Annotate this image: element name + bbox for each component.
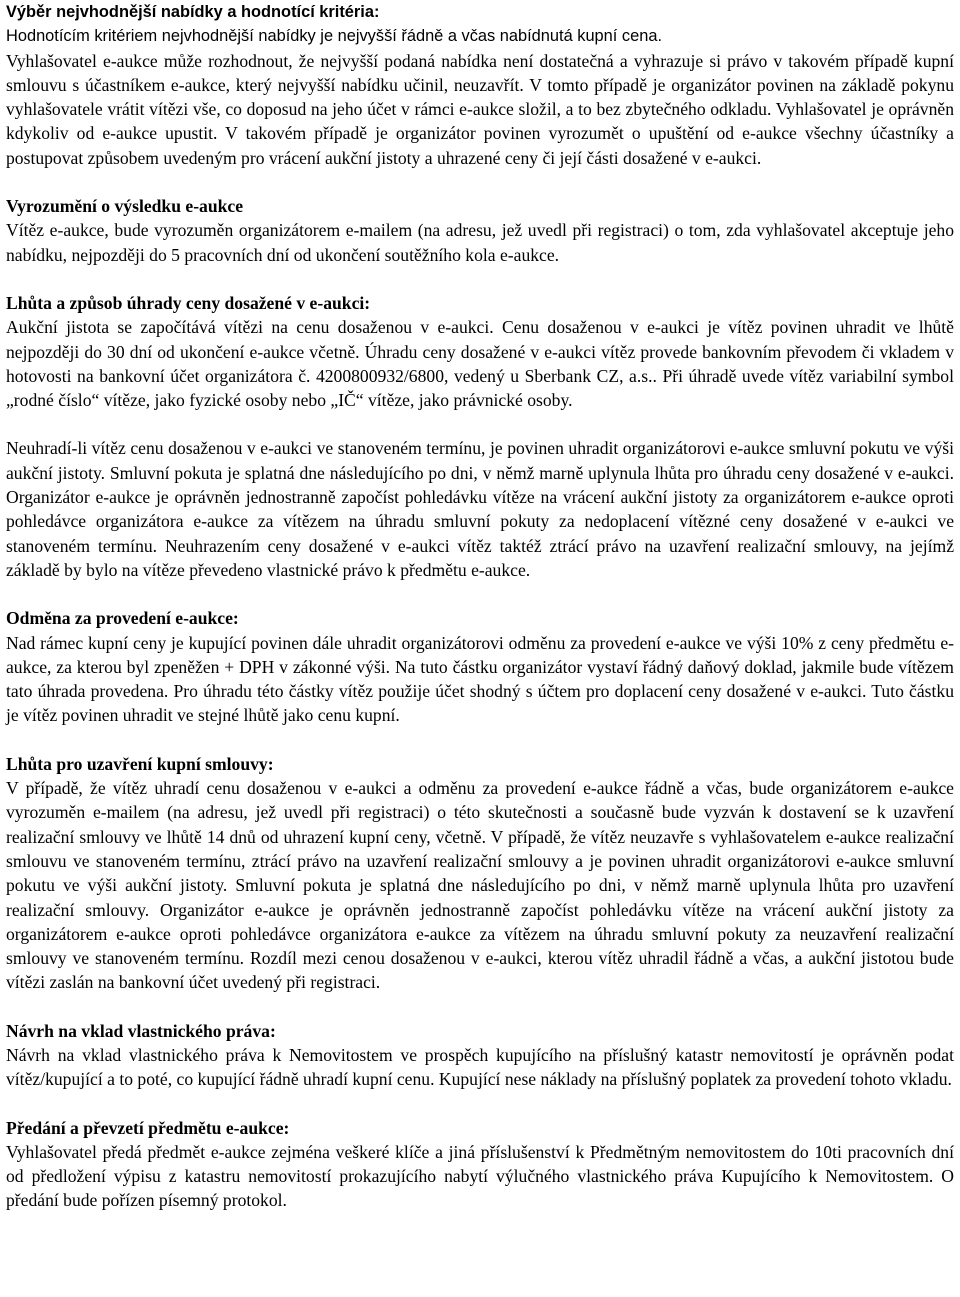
section-handover (6, 1116, 954, 1213)
section-paragraph: Nad rámec kupní ceny je kupující povinen dále uhradit organizátorovi odměnu za provedení e-aukce ve výši 10% z ceny předmětu e-aukce, za kterou byl zpeněžen + DPH v zákonné výši. Na tuto částku organizátor vystaví řádný daňový doklad, jakmile bude vítězem tato úhrada provedena. Pro úhradu této částky vítěz použije účet shodný s účtem pro doplacení ceny dosažené v e-aukci. Tuto částku je vítěz povinen uhradit ve stejné lhůtě jako cenu kupní. (6, 632, 954, 726)
section-paragraph: Vítěz e-aukce, bude vyrozuměn organizátorem e-mailem (na adresu, jež uvedl při registraci) o tom, zda vyhlašovatel akceptuje jeho nabídku, nejpozději do 5 pracovních dní od ukončení soutěžního kola e-aukce. (6, 220, 954, 265)
section-heading: Lhůta a způsob úhrady ceny dosažené v e-aukci: (6, 292, 371, 313)
section-contract-deadline (6, 752, 954, 995)
section-ownership-registration (6, 1019, 954, 1092)
section-heading: Odměna za provedení e-aukce: (6, 608, 239, 629)
section-paragraph: Vyhlašovatel e-aukce může rozhodnout, že nejvyšší podaná nabídka není dostatečná a vyhrazuje si právo v takovém případě kupní smlouvu s účastníkem e-aukce, který nejvyšší nabídku učinil, neuzavřít. V tomto případě je organizátor povinen na základě pokynu vyhlašovatele vrátit vítězi vše, co doposud na jeho účet v rámci e-aukce složil, a to bez zbytečného odkladu. Vyhlašovatel je oprávněn kdykoliv od e-aukce upustit. V takovém případě je organizátor povinen vyrozumět o upuštění od e-aukce všechny účastníky a postupovat způsobem uvedeným pro vrácení aukční jistoty a uhrazené ceny či její části dosažené v e-aukci. (6, 50, 954, 168)
section-paragraph: Neuhradí-li vítěz cenu dosaženou v e-aukci ve stanoveném termínu, je povinen uhradit organizátorovi e-aukce smluvní pokutu ve výši aukční jistoty. Smluvní pokuta je splatná dne následujícího po dni, v němž marně uplynula lhůta pro úhradu ceny dosažené v e-aukci. Organizátor e-aukce je oprávněn jednostranně započíst pohledávku vítěze na vrácení aukční jistoty za organizátorem e-aukce oproti pohledávce organizátora e-aukce za vítězem na úhradu smluvní pokuty za nedoplacení vítězné ceny dosažené v e-aukci ve stanoveném termínu. Neuhrazením ceny dosažené v e-aukci vítěz taktéž ztrácí právo na uzavření realizační smlouvy, na jejímž základě by bylo na vítěze převedeno vlastnické právo k předmětu e-aukce. (6, 438, 954, 580)
section-heading: Výběr nejvhodnější nabídky a hodnotící kritéria: (6, 3, 380, 21)
section-heading: Návrh na vklad vlastnického práva: (6, 1020, 276, 1041)
section-heading: Předání a převzetí předmětu e-aukce: (6, 1117, 290, 1138)
section-paragraph: Hodnotícím kritériem nejvhodnější nabídky je nejvyšší řádně a včas nabídnutá kupní cena. (6, 27, 662, 46)
section-selection-criteria (6, 0, 954, 170)
section-paragraph: Aukční jistota se započítává vítězi na cenu dosaženou v e-aukci. Cenu dosaženou v e-aukci je vítěz povinen uhradit ve lhůtě nejpozději do 30 dní od ukončení e-aukce včetně. Úhradu ceny dosažené v e-aukci vítěz provede bankovním převodem či vkladem v hotovosti na bankovní účet organizátora č. 4200800932/6800, vedený u Sberbank CZ, a.s.. Při úhradě uvede vítěz variabilní symbol „rodné číslo“ vítěze, jako fyzické osoby nebo „IČ“ vítěze, jako právnické osoby. (6, 317, 954, 411)
section-paragraph: Návrh na vklad vlastnického práva k Nemovitostem ve prospěch kupujícího na příslušný katastr nemovitostí je oprávněn podat vítěz/kupující a to poté, co kupující řádně uhradí kupní cenu. Kupující nese náklady na příslušný poplatek za provedení tohoto vkladu. (6, 1044, 954, 1090)
section-result-notification (6, 194, 954, 267)
section-heading: Lhůta pro uzavření kupní smlouvy: (6, 753, 274, 774)
section-paragraph: V případě, že vítěz uhradí cenu dosaženou v e-aukci a odměnu za provedení e-aukce řádně a včas, bude organizátorem e-aukce vyrozuměn e-mailem (na adresu, jež uvedl při registraci) o této skutečnosti a současně bude vyzván k dostavení se k uzavření realizační smlouvy ve lhůtě 14 dnů od uhrazení kupní ceny, včetně. V případě, že vítěz neuzavře s vyhlašovatelem e-aukce realizační smlouvu ve stanoveném termínu, ztrácí právo na uzavření realizační smlouvy a je povinen uhradit organizátorovi e-aukce smluvní pokutu ve výši aukční jistoty. Smluvní pokuta je splatná dne následujícího po dni, v němž marně uplynula lhůta pro uzavření realizační smlouvy. Organizátor e-aukce je oprávněn jednostranně započíst pohledávku vítěze na vrácení aukční jistoty za organizátorem e-aukce oproti pohledávce organizátora e-aukce za vítězem na úhradu smluvní pokuty za neuzavření realizační smlouvy ve stanoveném termínu. Rozdíl mezi cenou dosaženou v e-aukci, kterou vítěz uhradil řádně a včas, a aukční jistotou bude vítězi zaslán na bankovní účet uvedený při registraci. (6, 778, 954, 993)
section-payment-terms (6, 291, 954, 582)
section-paragraph: Vyhlašovatel předá předmět e-aukce zejména veškeré klíče a jiná příslušenství k Předmětným nemovitostem do 10ti pracovních dní od předložení výpisu z katastru nemovitostí prokazujícího nabytí výlučného vlastnického práva Kupujícího k Nemovitostem. O předání bude pořízen písemný protokol. (6, 1141, 954, 1211)
section-heading: Vyrozumění o výsledku e-aukce (6, 196, 244, 217)
section-auction-fee (6, 606, 954, 727)
